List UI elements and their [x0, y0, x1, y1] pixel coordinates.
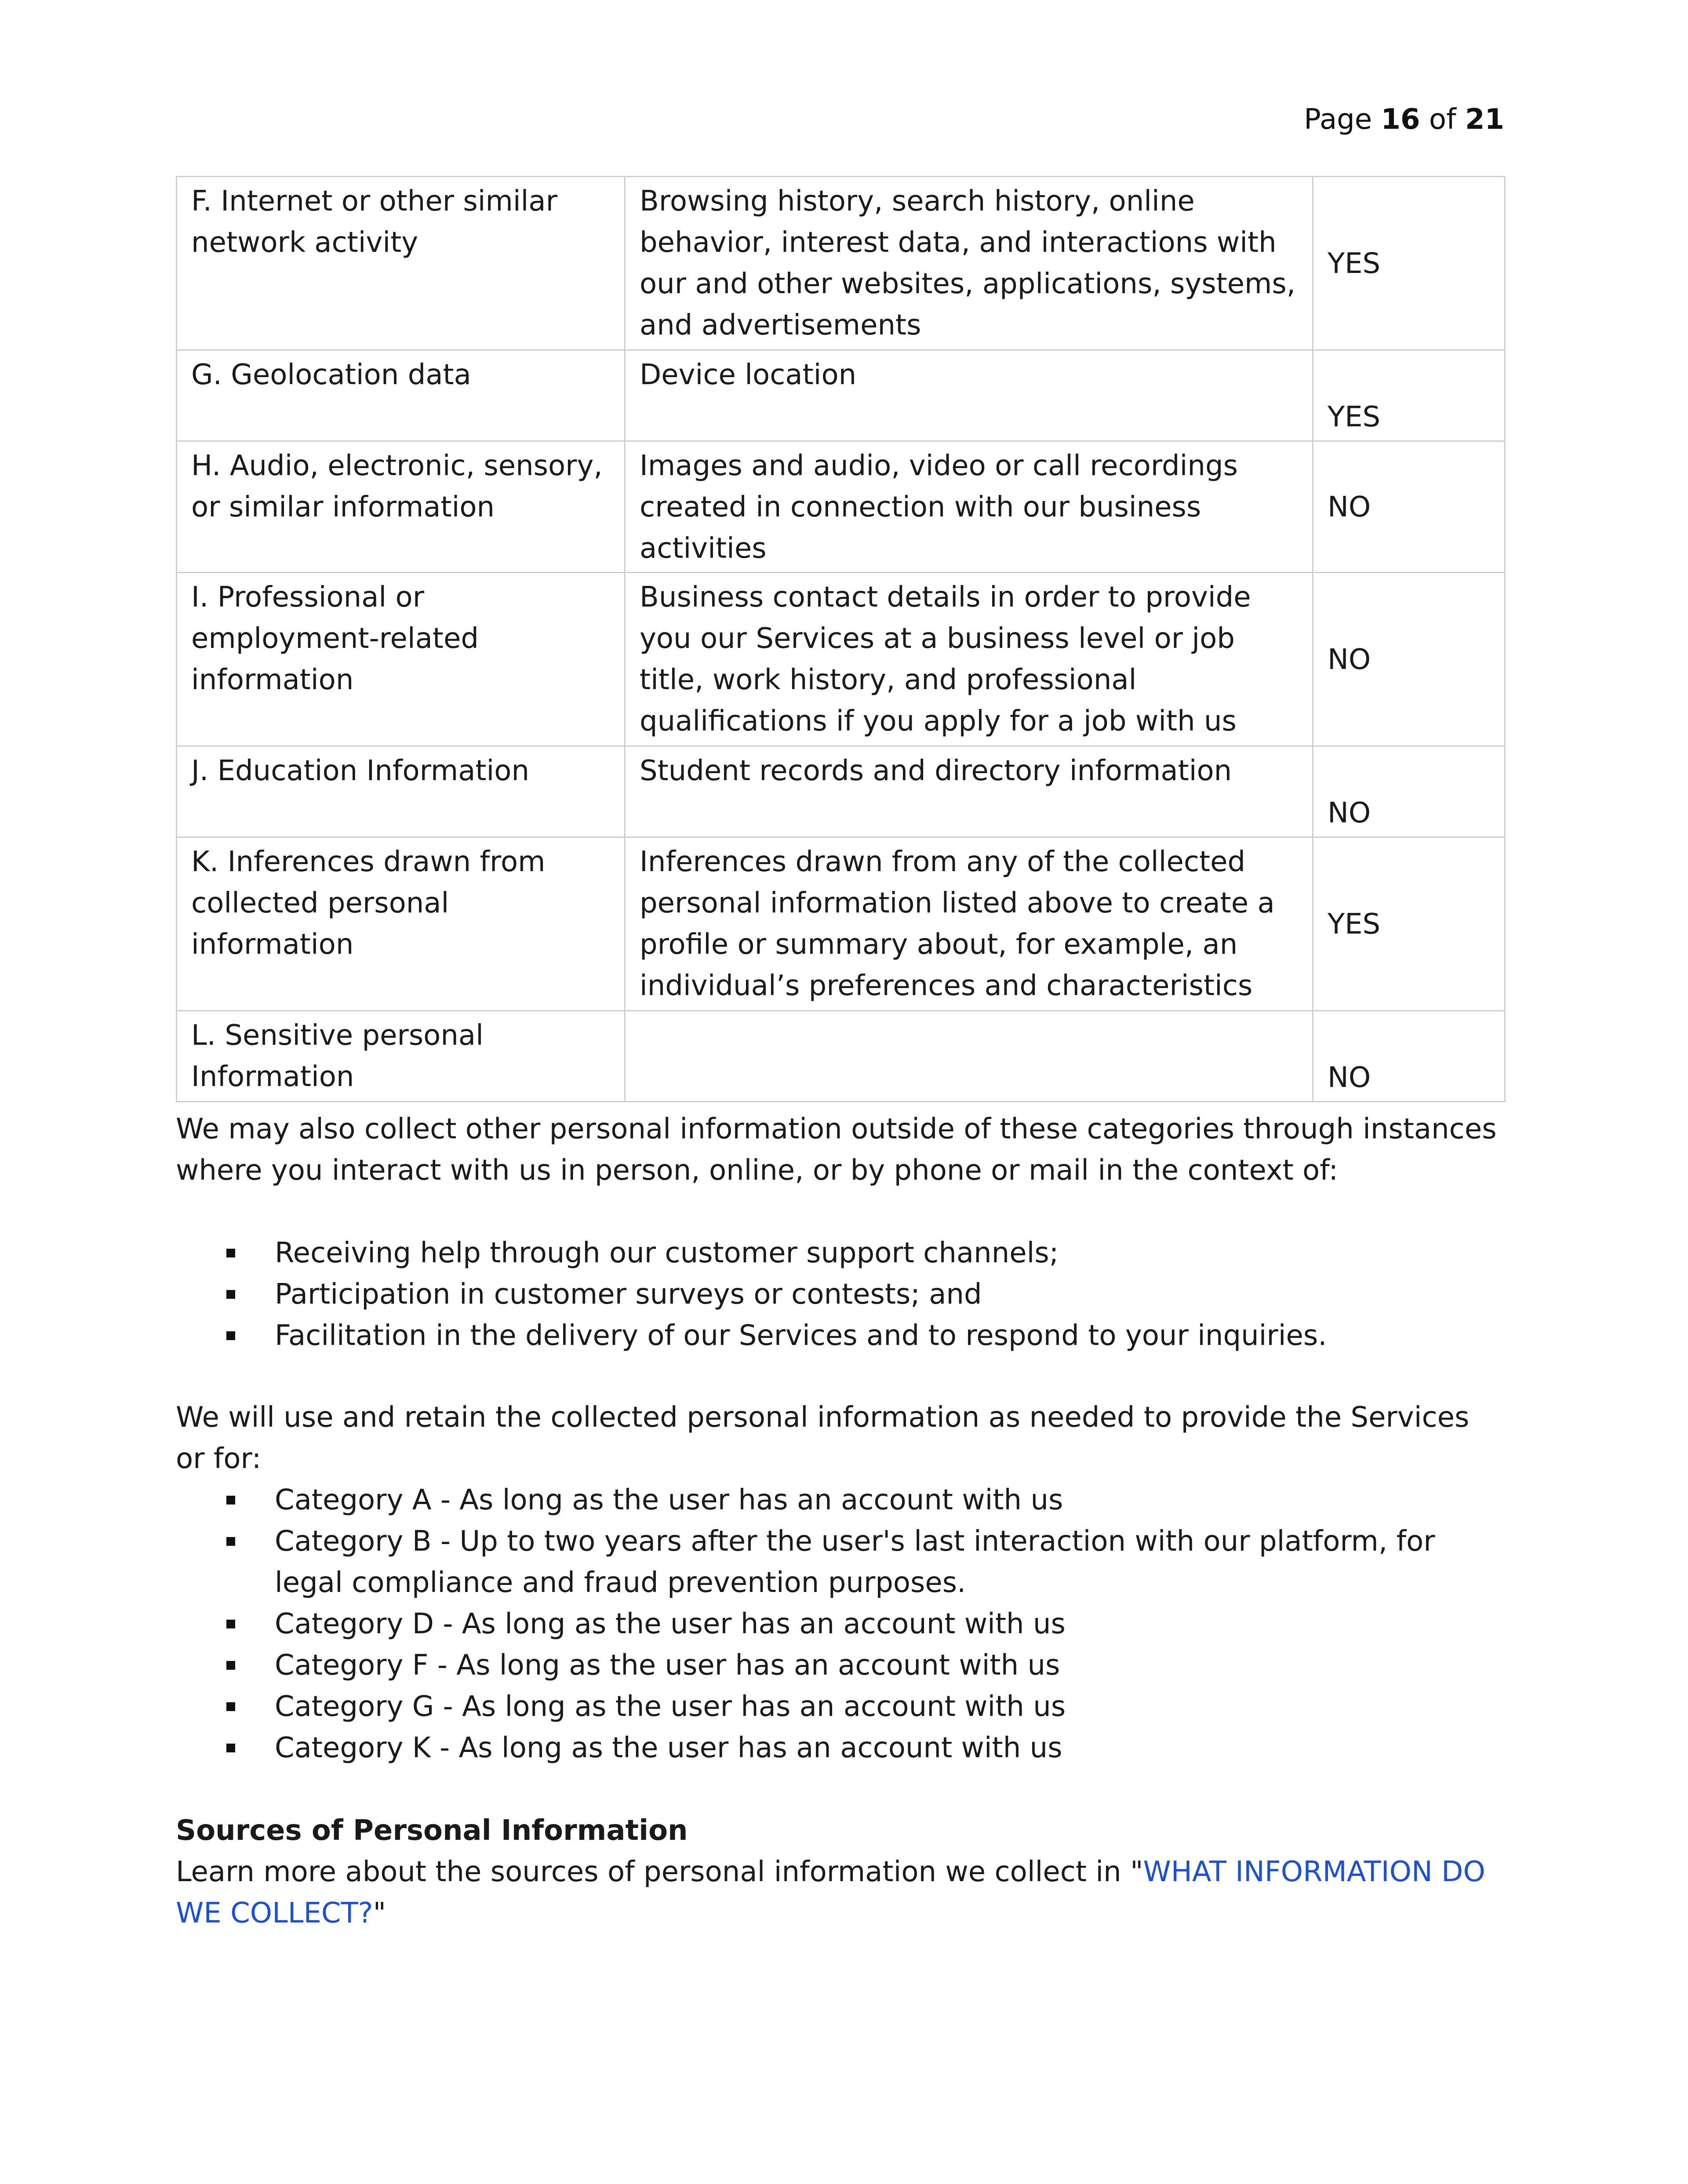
list-item — [176, 1645, 1504, 1686]
list-item-text: Category K - As long as the user has an account with us — [275, 1732, 1062, 1764]
collected-cell: NO — [1313, 573, 1505, 746]
square-bullet-icon — [226, 1661, 235, 1670]
collected-cell: NO — [1313, 746, 1505, 837]
sources-text-after: " — [373, 1897, 386, 1930]
square-bullet-icon — [226, 1249, 235, 1257]
category-cell: J. Education Information — [177, 746, 625, 837]
collected-cell: NO — [1313, 1011, 1505, 1102]
list-item-text: Receiving help through our customer support channels; — [275, 1237, 1059, 1269]
list-item — [176, 1315, 1504, 1356]
list-item — [176, 1727, 1504, 1769]
table-row — [177, 350, 1505, 441]
table-row — [177, 837, 1505, 1011]
retention-list — [176, 1479, 1504, 1769]
page-number — [1304, 102, 1504, 137]
list-item-text: Category D - As long as the user has an account with us — [275, 1608, 1066, 1640]
list-item — [176, 1686, 1504, 1727]
list-item — [176, 1274, 1504, 1315]
retention-paragraph: We will use and retain the collected personal information as needed to provide the Services or for: — [176, 1401, 1470, 1475]
list-item-text: Facilitation in the delivery of our Services and to respond to your inquiries. — [275, 1319, 1327, 1352]
page-number-total: 21 — [1465, 103, 1504, 136]
square-bullet-icon — [226, 1620, 235, 1628]
table-row — [177, 441, 1505, 573]
square-bullet-icon — [226, 1290, 235, 1299]
examples-cell: Device location — [625, 350, 1313, 441]
list-item-text: Category F - As long as the user has an account with us — [275, 1649, 1060, 1682]
examples-cell: Student records and directory information — [625, 746, 1313, 837]
examples-cell — [625, 1011, 1313, 1102]
what-information-link[interactable]: WHAT INFORMATION DO WE COLLECT? — [176, 1856, 1485, 1930]
category-cell: I. Professional or employment-related information — [177, 573, 625, 746]
collected-cell: YES — [1313, 177, 1505, 350]
page-number-current: 16 — [1381, 103, 1420, 136]
table-row — [177, 746, 1505, 837]
square-bullet-icon — [226, 1744, 235, 1752]
list-item-text: Category A - As long as the user has an account with us — [275, 1484, 1063, 1516]
context-list — [176, 1232, 1504, 1356]
category-cell: G. Geolocation data — [177, 350, 625, 441]
list-item — [176, 1521, 1504, 1603]
intro-paragraph: We may also collect other personal information outside of these categories through instances where you interact with us in person, online, or by phone or mail in the context of: — [176, 1113, 1497, 1187]
category-cell: F. Internet or other similar network activity — [177, 177, 625, 350]
sources-heading: Sources of Personal Information — [176, 1814, 688, 1847]
sources-text-before: Learn more about the sources of personal information we collect in " — [176, 1856, 1143, 1888]
list-item — [176, 1232, 1504, 1274]
square-bullet-icon — [226, 1496, 235, 1504]
category-cell: L. Sensitive personal Information — [177, 1011, 625, 1102]
list-item-text: Category B - Up to two years after the user's last interaction with our platform, for legal compliance and fraud prevention purposes. — [275, 1525, 1435, 1599]
personal-info-categories-table — [176, 176, 1506, 1102]
category-cell: H. Audio, electronic, sensory, or similar information — [177, 441, 625, 573]
collected-cell: YES — [1313, 837, 1505, 1011]
list-item-text: Category G - As long as the user has an account with us — [275, 1690, 1066, 1723]
sources-paragraph — [176, 1851, 1504, 1934]
page-number-middle: of — [1429, 103, 1456, 136]
table-row — [177, 573, 1505, 746]
examples-cell: Business contact details in order to provide you our Services at a business level or job title, work history, and professional qualifications if you apply for a job with us — [625, 573, 1313, 746]
square-bullet-icon — [226, 1702, 235, 1711]
table-row — [177, 1011, 1505, 1102]
examples-cell: Inferences drawn from any of the collected personal information listed above to create a profile or summary about, for example, an individual’s preferences and characteristics — [625, 837, 1313, 1011]
table-row — [177, 177, 1505, 350]
square-bullet-icon — [226, 1537, 235, 1546]
examples-cell: Browsing history, search history, online behavior, interest data, and interactions with our and other websites, applications, systems, and advertisements — [625, 177, 1313, 350]
collected-cell: YES — [1313, 350, 1505, 441]
list-item — [176, 1479, 1504, 1521]
list-item-text: Participation in customer surveys or contests; and — [275, 1278, 982, 1311]
collected-cell: NO — [1313, 441, 1505, 573]
page-number-prefix: Page — [1304, 103, 1372, 136]
examples-cell: Images and audio, video or call recordings created in connection with our business activities — [625, 441, 1313, 573]
category-cell: K. Inferences drawn from collected personal information — [177, 837, 625, 1011]
list-item — [176, 1603, 1504, 1645]
square-bullet-icon — [226, 1331, 235, 1340]
